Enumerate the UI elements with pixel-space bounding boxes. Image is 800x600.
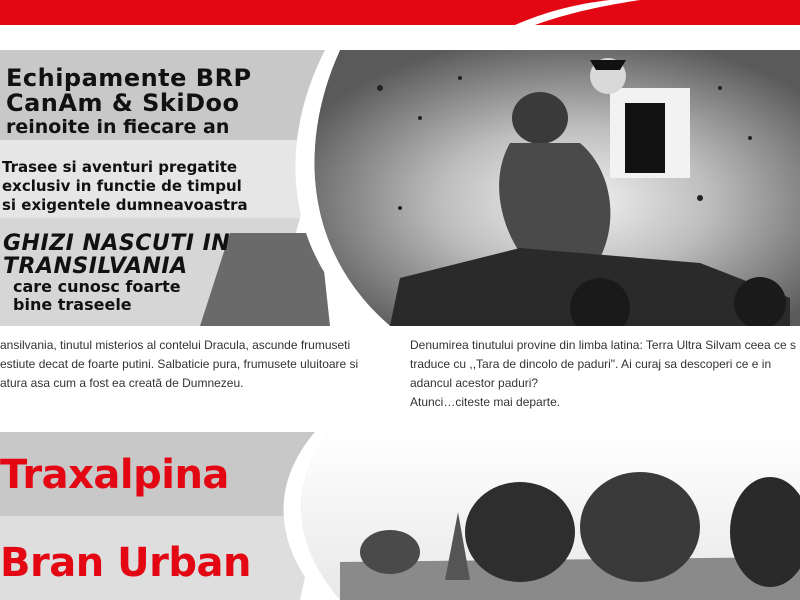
quote-line: CanAm & SkiDoo — [6, 89, 240, 118]
quote-line: Trasee si aventuri pregatite — [2, 158, 238, 176]
intro-line: traduce cu ,,Tara de dincolo de paduri". Ai curaj sa descoperi ce e in — [410, 357, 772, 371]
intro-left-paragraph — [0, 336, 380, 393]
intro-line: atura asa cum a fost ea creată de Dumnezeu. — [0, 376, 244, 390]
quote-line: care cunosc foarte — [13, 277, 181, 297]
quote-routes — [2, 158, 248, 214]
intro-line: adancul acestor paduri? — [410, 376, 539, 390]
quote-line: si exigentele dumneavoastra — [2, 195, 248, 214]
quote-line: bine traseele — [13, 294, 132, 314]
swoosh-icon — [0, 0, 800, 50]
brand-traxalpina-link[interactable]: Traxalpina — [0, 452, 229, 498]
quote-line: Echipamente BRP — [6, 64, 252, 92]
quote-line: TRANSILVANIA — [3, 254, 188, 280]
intro-right-paragraph — [410, 336, 800, 412]
quote-line: reinoite in fiecare an — [6, 116, 230, 139]
intro-line: Denumirea tinutului provine din limba latina: Terra Ultra Silvam ceea ce s — [410, 338, 796, 352]
intro-line: ansilvania, tinutul misterios al contelui Dracula, ascunde frumuseti — [0, 338, 351, 352]
quote-guides — [3, 232, 230, 313]
quote-line: GHIZI NASCUTI IN — [3, 231, 231, 256]
quote-equipment — [6, 66, 252, 138]
intro-line: estiute decat de foarte putini. Salbaticie pura, frumusete uluitoare si — [0, 357, 359, 371]
intro-line: Atunci…citeste mai departe. — [410, 395, 561, 409]
brand-bran-urban-link[interactable]: Bran Urban — [0, 540, 251, 586]
quote-line: exclusiv in functie de timpul — [2, 176, 242, 195]
